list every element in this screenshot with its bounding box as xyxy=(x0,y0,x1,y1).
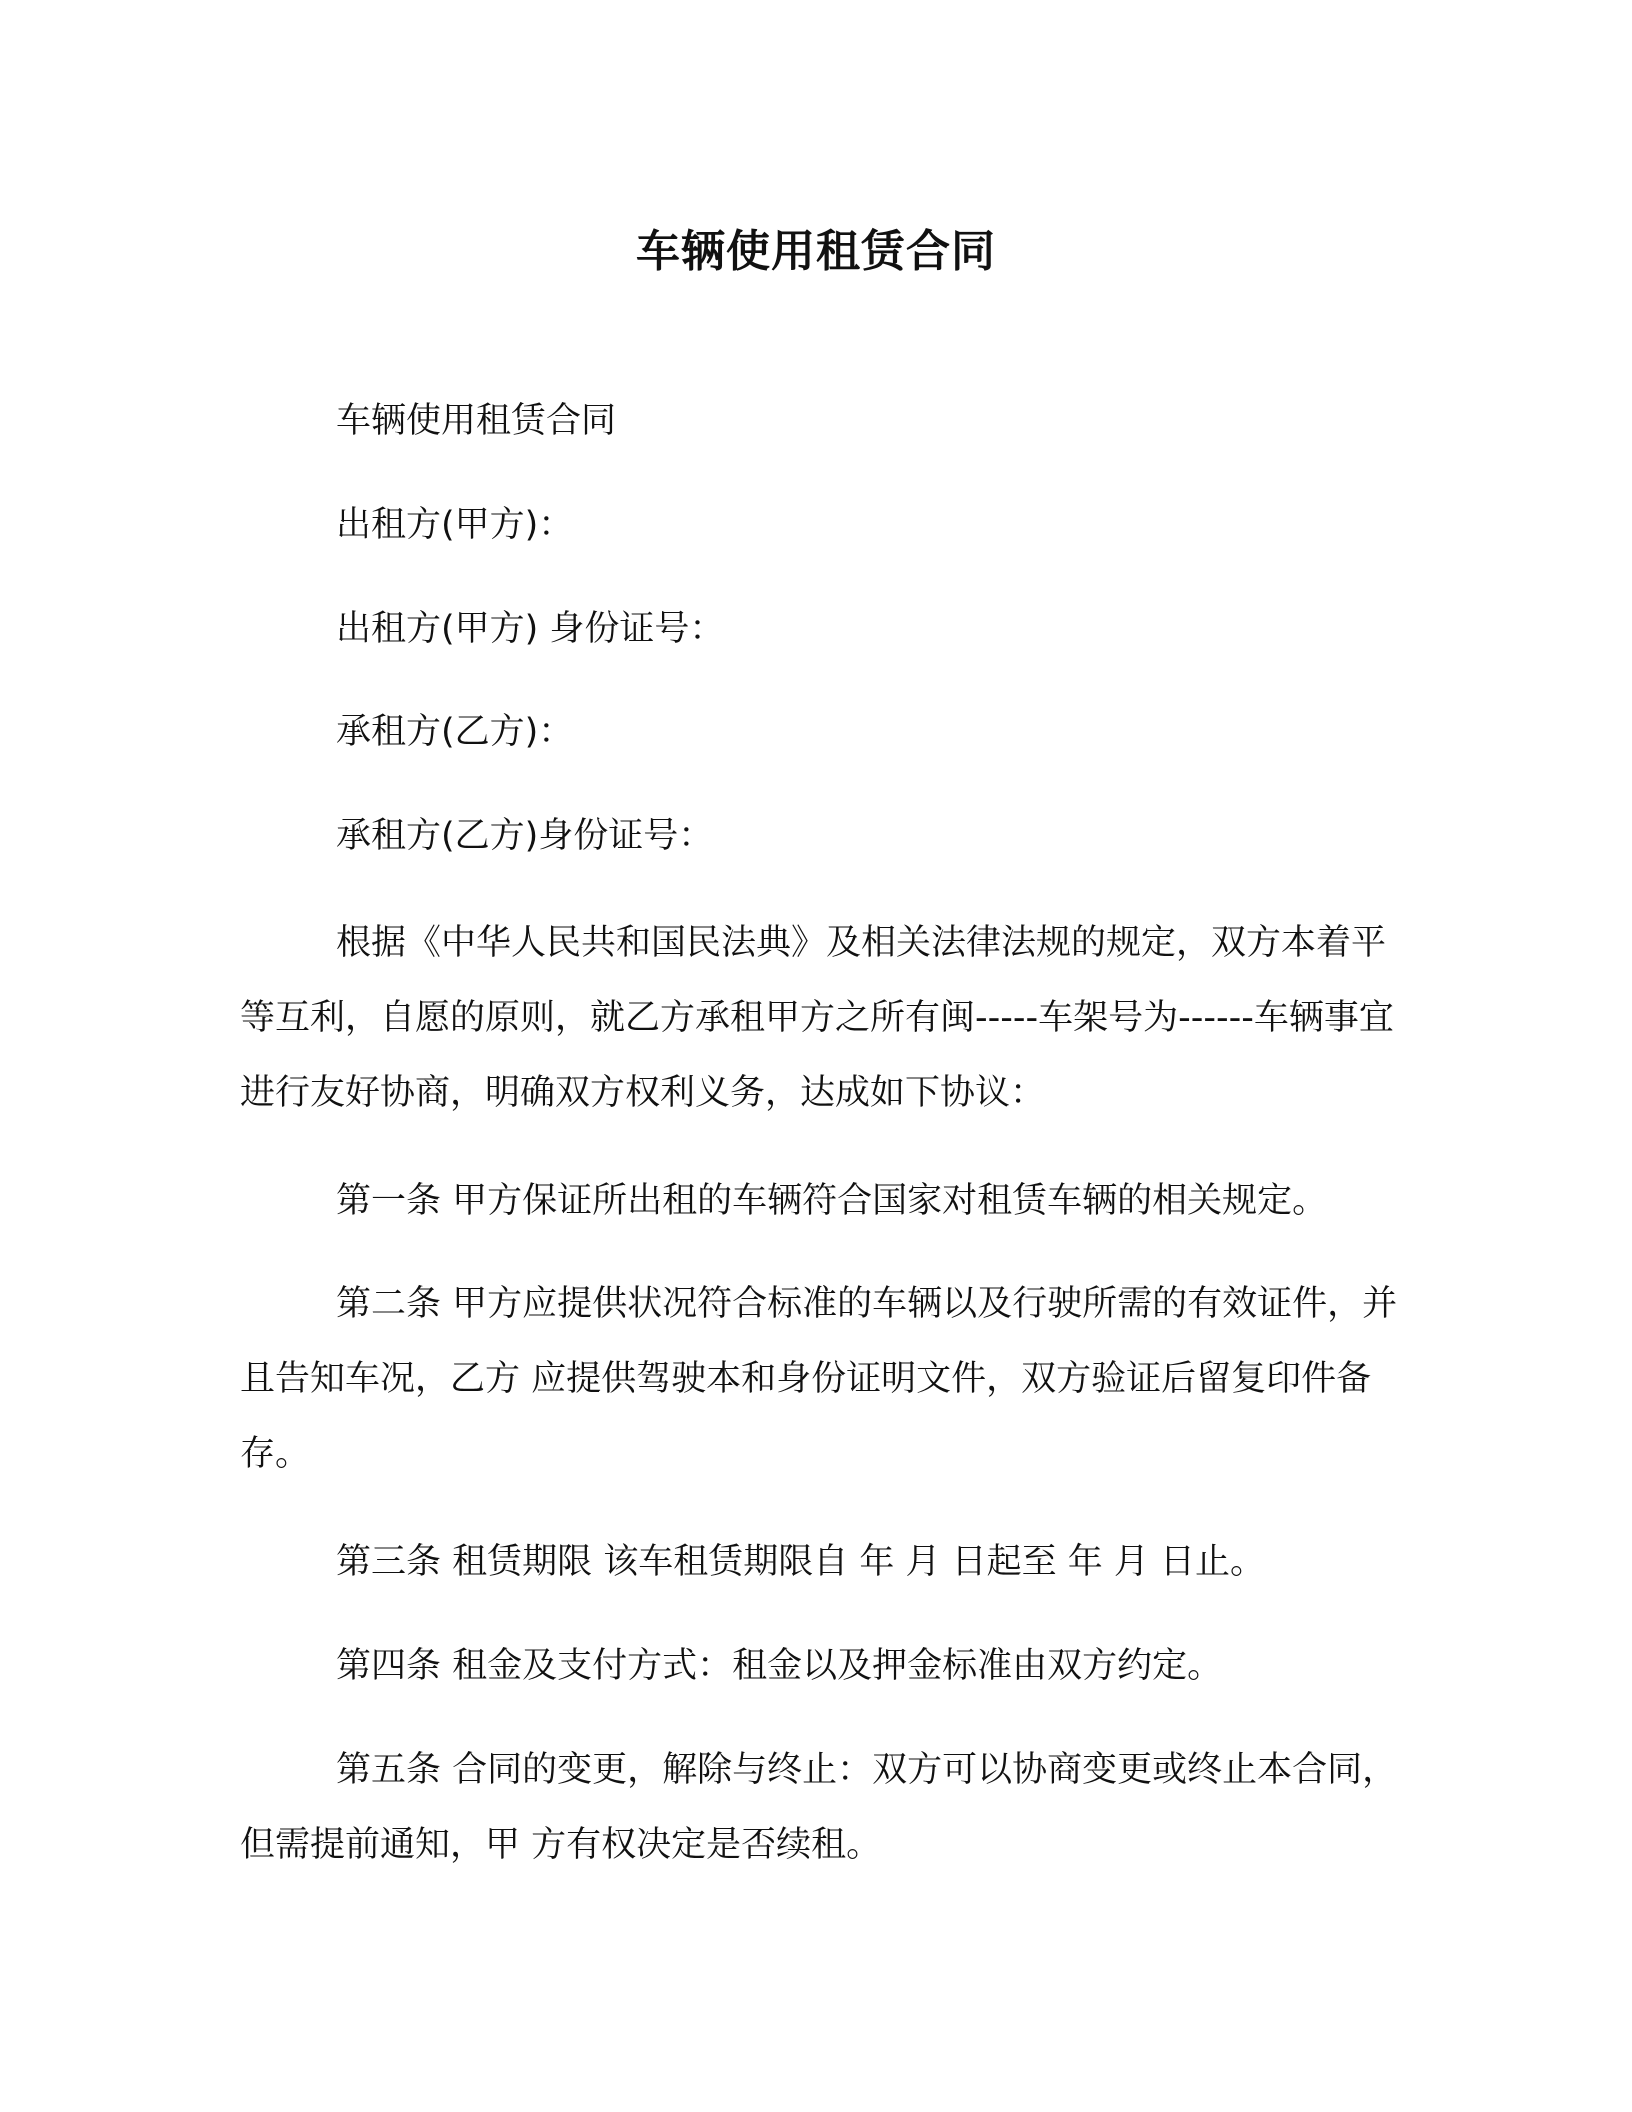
document-subtitle: 车辆使用租赁合同 xyxy=(336,401,617,441)
article-3: 第三条 租赁期限 该车租赁期限自 年 月 日起至 年 月 日止。 xyxy=(336,1542,1266,1582)
lessee-field: 承租方(乙方)： xyxy=(336,712,574,752)
article-2: 第二条 甲方应提供状况符合标准的车辆以及行驶所需的有效证件，并且告知车况，乙方 应提供驾驶本和身份证明文件，双方验证后留复印件备存。 xyxy=(240,1284,1398,1474)
document-title: 车辆使用租赁合同 xyxy=(636,226,996,277)
preamble-paragraph: 根据《中华人民共和国民法典》及相关法律法规的规定，双方本着平等互利，自愿的原则，就乙方承租甲方之所有闽-----车架号为------车辆事宜进行友好协商，明确双方权利义务，达成如下协议： xyxy=(240,923,1394,1113)
lessor-id-field: 出租方(甲方) 身份证号： xyxy=(336,609,725,649)
article-5: 第五条 合同的变更，解除与终止：双方可以协商变更或终止本合同，但需提前通知，甲 方有权决定是否续租。 xyxy=(240,1750,1398,1865)
article-1: 第一条 甲方保证所出租的车辆符合国家对租赁车辆的相关规定。 xyxy=(336,1181,1328,1221)
lessor-field: 出租方(甲方)： xyxy=(336,505,574,545)
article-4: 第四条 租金及支付方式：租金以及押金标准由双方约定。 xyxy=(336,1646,1223,1686)
lessee-id-field: 承租方(乙方)身份证号： xyxy=(336,816,714,856)
